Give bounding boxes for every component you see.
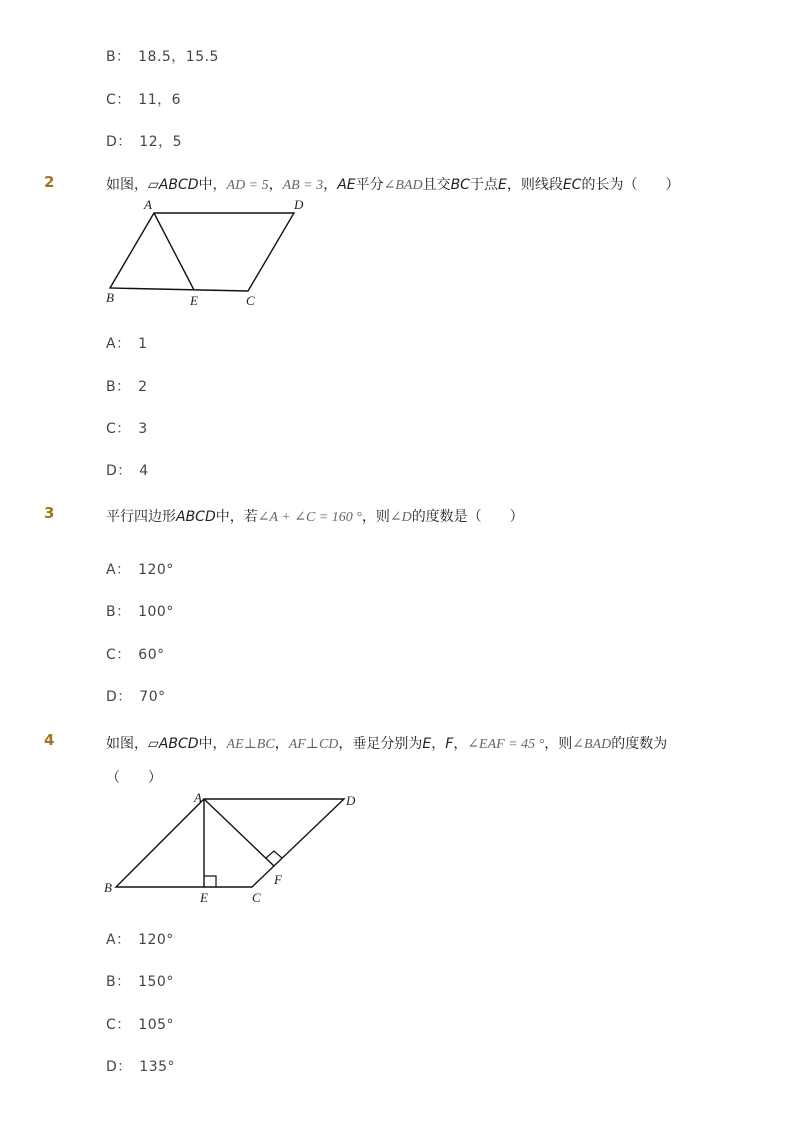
q2-option-a[interactable]: A： 1 [106,336,148,352]
stem-text: 的度数为 [611,736,668,752]
label-d: D [346,793,356,808]
label-c: C [246,293,255,308]
option-value: 3 [138,421,148,437]
option-value: 60° [138,647,165,663]
option-letter: B [106,379,117,395]
stem-math: AB = 3 [282,178,324,193]
option-letter: D [106,463,118,479]
stem-text: 中，若 [215,509,258,525]
stem-text: ，则 [361,509,390,525]
stem-math: ∠A + ∠C = 160 ° [257,510,362,525]
q2-option-c[interactable]: C： 3 [106,421,148,437]
option-letter: C [106,647,117,663]
stem-text: 中， [198,177,227,193]
q4-option-c[interactable]: C： 105° [106,1017,175,1033]
label-f: F [274,872,282,887]
stem-text: 如图， [106,177,148,193]
q3-option-b[interactable]: B： 100° [106,604,174,620]
right-angle-mark-f [266,851,282,858]
stem-parallelogram: ▱ABCD [148,177,199,193]
stem-text: ，垂足分别为 [338,736,423,752]
stem-var: BC [450,177,470,193]
stem-math: ∠BAD [572,737,612,752]
stem-text: ， [268,177,283,193]
q3-option-c[interactable]: C： 60° [106,647,165,663]
label-b: B [106,290,114,305]
parallelogram-abcd [110,213,294,291]
option-value: 105° [138,1017,175,1033]
q1-option-c[interactable]: C： 11，6 [106,92,182,108]
q1-option-b[interactable]: B： 18.5，15.5 [106,49,219,65]
stem-math: ∠EAF = 45 ° [467,737,545,752]
label-a: A [194,790,202,805]
option-value: 2 [138,379,148,395]
q3-option-a[interactable]: A： 120° [106,562,174,578]
stem-math: ∠BAD [383,178,423,193]
question-number: 3 [44,504,55,522]
stem-math: AD = 5 [226,178,269,193]
stem-text: ， [431,736,446,752]
stem-math: AF⊥CD [288,737,339,752]
stem-text: ， [274,736,289,752]
label-e: E [200,890,208,905]
stem-var: E [422,736,432,752]
stem-text: 且交 [422,177,451,193]
stem-var: E [497,177,507,193]
stem-math: ∠D [389,510,412,525]
option-letter: D [106,1059,118,1075]
question-number: 4 [44,731,55,749]
option-letter: A [106,562,117,578]
option-value: 120° [138,932,174,948]
stem-text: 平分 [355,177,384,193]
option-letter: D [106,689,118,705]
stem-text: 中， [198,736,227,752]
question-stem-line2: （ ） [106,770,162,786]
option-letter: B [106,974,117,990]
option-letter: B [106,49,117,65]
option-value: 100° [138,604,174,620]
stem-text: 的度数是（ ） [411,509,524,525]
stem-parallelogram: ▱ABCD [148,736,199,752]
option-letter: C [106,92,117,108]
option-letter: D [106,134,118,150]
stem-text: ，则线段 [506,177,563,193]
stem-text: ，则 [544,736,573,752]
option-value: 18.5，15.5 [138,49,219,65]
stem-text: ， [453,736,468,752]
label-c: C [252,890,261,905]
q3-option-d[interactable]: D： 70° [106,689,166,705]
stem-math: AE⊥BC [226,737,275,752]
label-e: E [190,293,198,308]
label-d: D [294,197,304,212]
option-value: 150° [138,974,174,990]
stem-var: F [445,736,454,752]
q4-option-a[interactable]: A： 120° [106,932,174,948]
option-value: 11，6 [138,92,182,108]
q1-option-d[interactable]: D： 12，5 [106,134,183,150]
label-b: B [104,880,112,895]
option-letter: C [106,1017,117,1033]
option-value: 4 [139,463,149,479]
question-number: 2 [44,173,55,191]
q2-option-d[interactable]: D： 4 [106,463,149,479]
question-stem [106,506,524,526]
stem-text: 平行四边形 [106,509,176,525]
question-stem [106,174,679,194]
stem-var: AE [337,177,356,193]
q2-option-b[interactable]: B： 2 [106,379,148,395]
option-value: 70° [139,689,166,705]
option-value: 12，5 [139,134,183,150]
stem-text: ， [323,177,338,193]
stem-var: ABCD [176,509,216,525]
stem-text: 于点 [469,177,498,193]
stem-text: 如图， [106,736,148,752]
stem-var: EC [562,177,582,193]
option-value: 135° [139,1059,176,1075]
label-a: A [144,197,152,212]
option-value: 120° [138,562,174,578]
parallelogram-figure-q4 [100,788,380,908]
stem-text: 的长为（ ） [581,177,680,193]
option-value: 1 [138,336,148,352]
option-letter: B [106,604,117,620]
right-angle-mark-e [204,876,216,887]
parallelogram-figure-q2 [100,195,320,315]
question-stem [106,733,667,753]
segment-af [204,799,274,866]
q4-option-d[interactable]: D： 135° [106,1059,176,1075]
q4-option-b[interactable]: B： 150° [106,974,174,990]
segment-ae [154,213,194,290]
option-letter: A [106,336,117,352]
option-letter: A [106,932,117,948]
parallelogram-abcd [116,799,344,887]
option-letter: C [106,421,117,437]
